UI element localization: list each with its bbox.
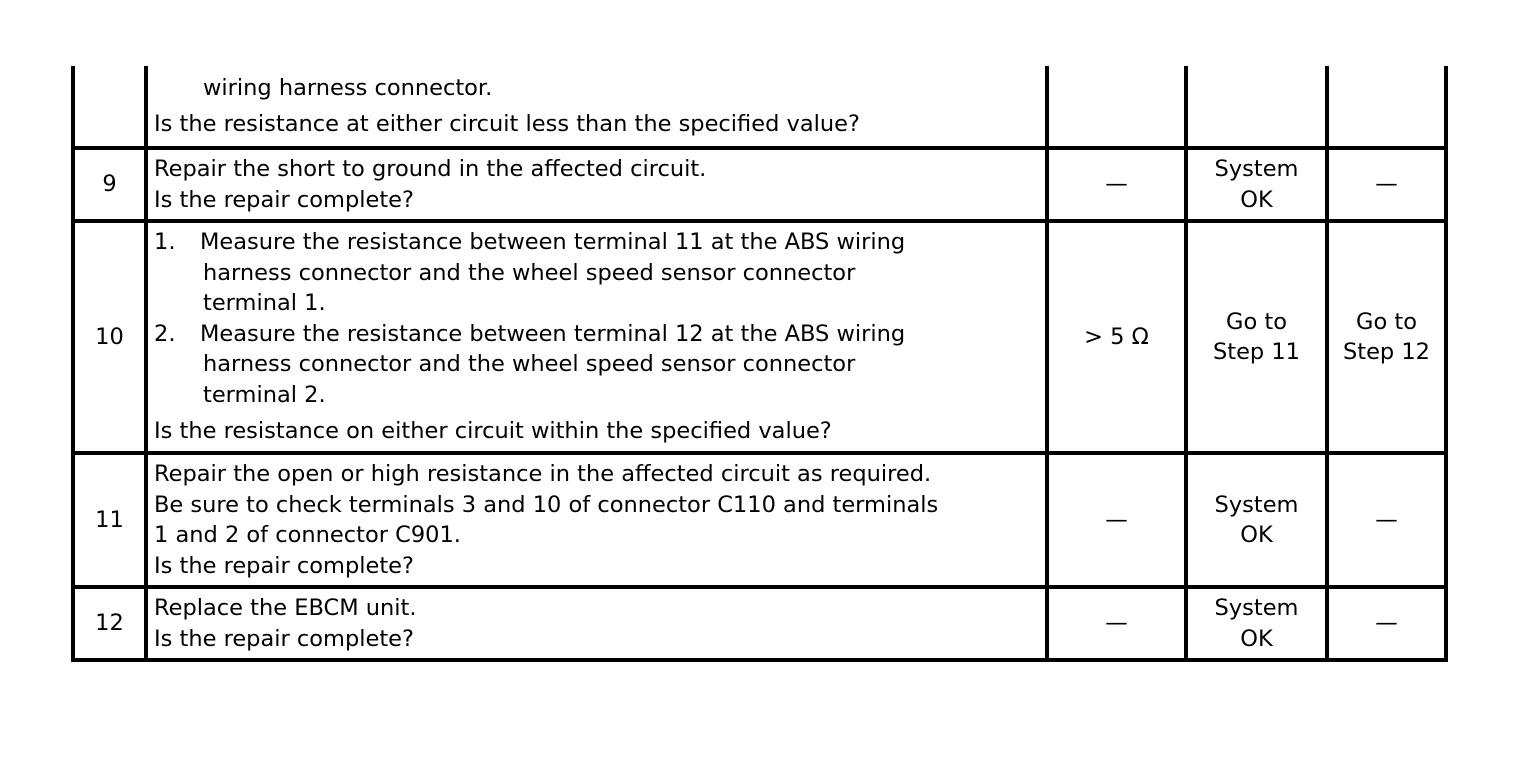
step-number: 10 — [73, 221, 146, 453]
yes-cell — [1186, 66, 1327, 148]
no-cell: — — [1327, 453, 1446, 587]
yes-line: OK — [1240, 186, 1273, 213]
no-cell: — — [1327, 587, 1446, 660]
question-text: Is the resistance on either circuit within the specified value? — [154, 418, 832, 445]
step-number: 12 — [73, 587, 146, 660]
yes-line: OK — [1240, 522, 1273, 548]
yes-line: System — [1214, 595, 1299, 621]
yes-cell — [1186, 587, 1327, 660]
action-cell — [146, 587, 1047, 660]
step-cell — [73, 66, 146, 148]
action-cell — [146, 148, 1047, 221]
value-cell: — — [1047, 148, 1186, 221]
action-line: Be sure to check terminals 3 and 10 of connector C110 and terminals — [154, 491, 939, 518]
action-cell — [146, 221, 1047, 453]
item-number: 2. — [154, 320, 176, 347]
action-line: Repair the short to ground in the affected circuit. — [154, 156, 707, 182]
list-item — [154, 227, 1041, 258]
no-line: Go to — [1356, 308, 1417, 335]
question-text: Is the repair complete? — [154, 625, 414, 652]
table-row — [73, 587, 1446, 660]
action-line: 1 and 2 of connector C901. — [154, 522, 461, 548]
no-cell: — — [1327, 148, 1446, 221]
question-text: Is the repair complete? — [154, 186, 414, 213]
value-cell: — — [1047, 587, 1186, 660]
action-line: Measure the resistance between terminal 11 at the ABS wiring — [200, 229, 906, 256]
list-item — [154, 319, 1041, 350]
no-cell — [1327, 66, 1446, 148]
action-cell — [146, 66, 1047, 148]
yes-cell — [1186, 148, 1327, 221]
question-text: Is the resistance at either circuit less than the specified value? — [154, 111, 860, 137]
yes-cell — [1186, 453, 1327, 587]
yes-line: Step 11 — [1212, 339, 1300, 365]
yes-line: Go to — [1226, 308, 1287, 335]
action-line: Repair the open or high resistance in the affected circuit as required. — [154, 461, 932, 487]
question-text: Is the repair complete? — [154, 552, 414, 579]
table-row — [73, 453, 1446, 587]
item-number: 1. — [154, 229, 176, 256]
action-cell — [146, 453, 1047, 587]
no-line: Step 12 — [1342, 339, 1430, 365]
action-line: harness connector and the wheel speed sensor connector — [203, 259, 856, 286]
table-row — [73, 221, 1446, 453]
action-line: wiring harness connector. — [203, 74, 493, 101]
yes-cell — [1186, 221, 1327, 453]
diagnostic-table — [71, 66, 1448, 662]
no-cell — [1327, 221, 1446, 453]
step-number: 9 — [73, 148, 146, 221]
table-row-continuation — [73, 66, 1446, 148]
yes-line: OK — [1240, 625, 1273, 652]
yes-line: System — [1214, 156, 1299, 182]
step-number: 11 — [73, 453, 146, 587]
action-line: Measure the resistance between terminal 12 at the ABS wiring — [200, 320, 906, 347]
value-cell: — — [1047, 453, 1186, 587]
yes-line: System — [1214, 491, 1299, 518]
action-line: Replace the EBCM unit. — [154, 595, 417, 621]
action-line: terminal 2. — [203, 381, 326, 408]
action-line: terminal 1. — [203, 290, 326, 317]
table-row — [73, 148, 1446, 221]
value-cell — [1047, 66, 1186, 148]
value-cell: > 5 Ω — [1047, 221, 1186, 453]
action-line: harness connector and the wheel speed sensor connector — [203, 351, 856, 378]
